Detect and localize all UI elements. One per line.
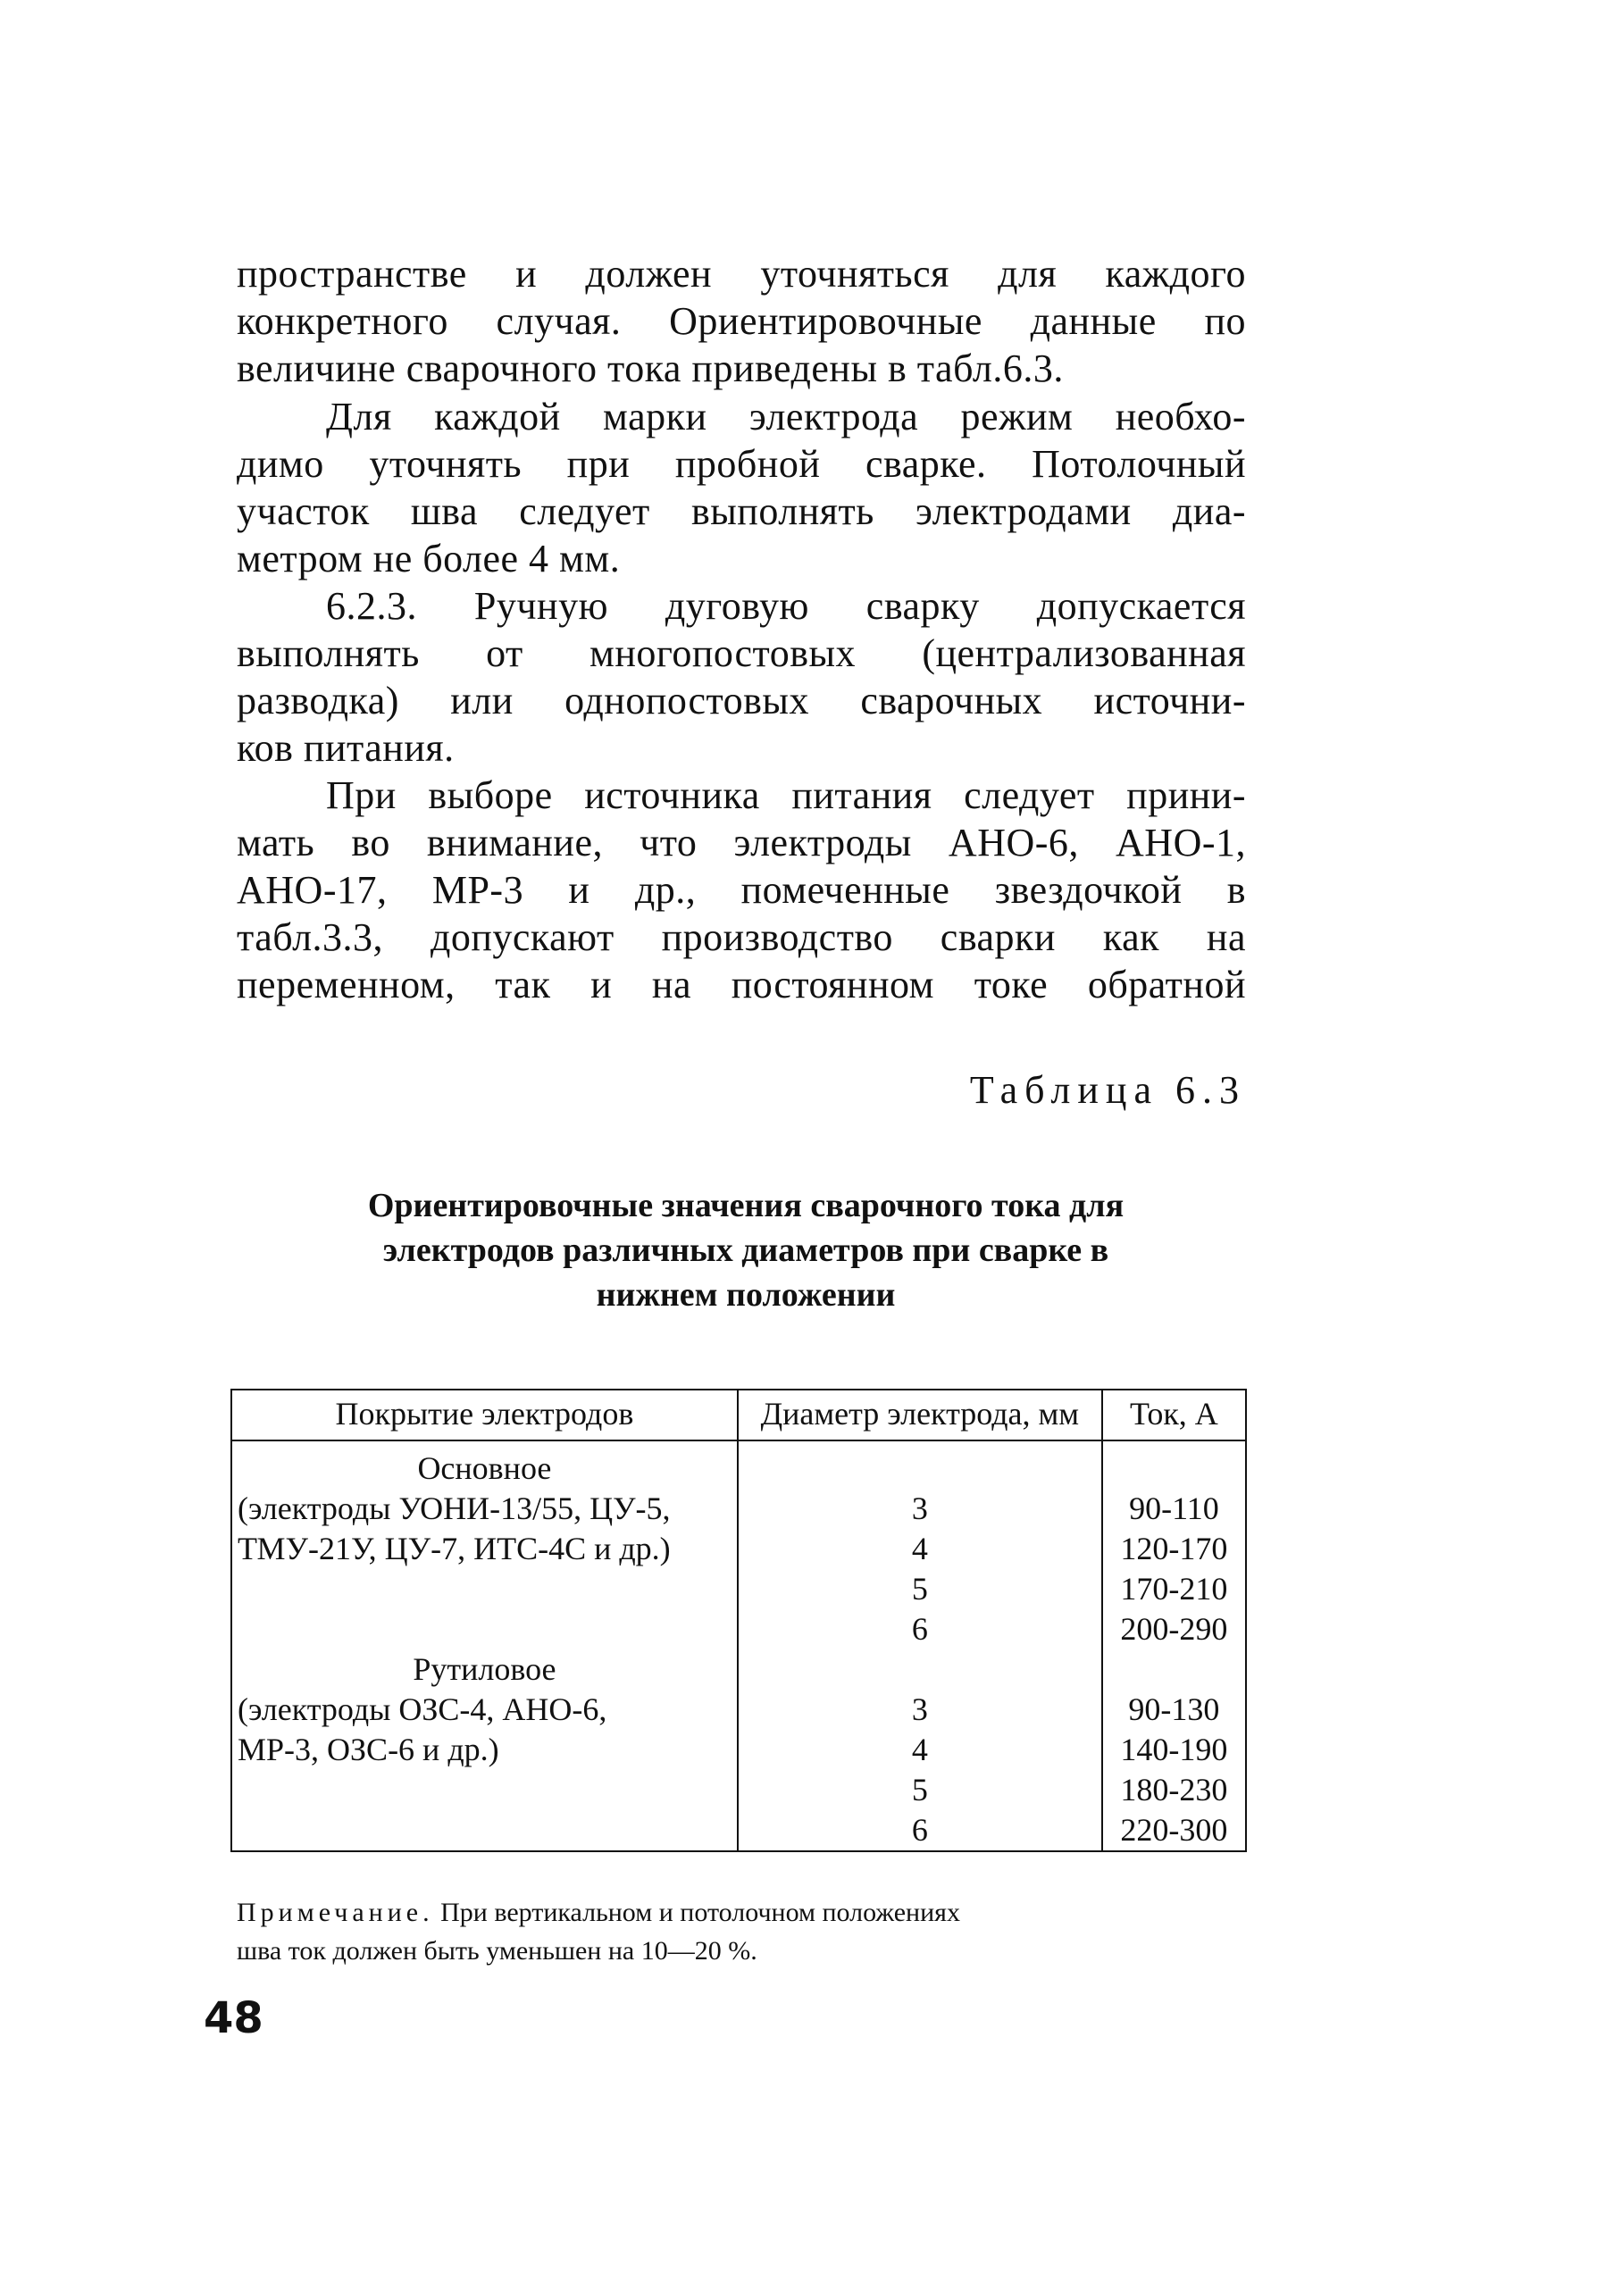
cell-current: 90-130	[1102, 1690, 1246, 1730]
cell-current	[1102, 1649, 1246, 1690]
cell-diameter	[738, 1649, 1102, 1690]
cell-coating: (электроды УОНИ-13/55, ЦУ-5,	[231, 1489, 738, 1529]
text-line: АНО-17, МР-3 и др., помеченные звездочкой в	[237, 868, 1246, 912]
note-line	[237, 1893, 1246, 1932]
table-row	[231, 1690, 1246, 1730]
cell-coating: ТМУ-21У, ЦУ-7, ИТС-4С и др.)	[231, 1529, 738, 1569]
text-line: Для каждой марки электрода режим необхо-	[326, 395, 1246, 438]
cell-diameter: 5	[738, 1770, 1102, 1810]
cell-coating	[231, 1569, 738, 1609]
cell-coating	[231, 1609, 738, 1649]
header-coating: Покрытие электродов	[231, 1390, 738, 1440]
table-row	[231, 1730, 1246, 1770]
cell-coating	[231, 1810, 738, 1851]
paragraph-2	[237, 393, 1246, 582]
cell-diameter	[738, 1440, 1102, 1489]
cell-coating: (электроды ОЗС-4, АНО-6,	[231, 1690, 738, 1730]
cell-coating	[231, 1770, 738, 1810]
text-line: метром не более 4 мм.	[237, 537, 621, 580]
cell-diameter: 4	[738, 1529, 1102, 1569]
table-title-line: Ориентировочные значения сварочного тока для	[367, 1187, 1125, 1224]
cell-diameter: 3	[738, 1489, 1102, 1529]
text-line: 6.2.3. Ручную дуговую сварку допускается	[326, 584, 1246, 628]
paragraph-3	[237, 582, 1246, 772]
cell-diameter: 4	[738, 1730, 1102, 1770]
cell-coating: Основное	[231, 1440, 738, 1489]
table-title-line: нижнем положении	[596, 1276, 896, 1314]
cell-current: 170-210	[1102, 1569, 1246, 1609]
text-line: димо уточнять при пробной сварке. Потолочный	[237, 442, 1246, 486]
text-line: ков питания.	[237, 726, 455, 770]
table-row	[231, 1609, 1246, 1649]
header-diameter: Диаметр электрода, мм	[738, 1390, 1102, 1440]
cell-current: 140-190	[1102, 1730, 1246, 1770]
text-line: табл.3.3, допускают производство сварки как на	[237, 915, 1246, 959]
note-text: При вертикальном и потолочном положениях	[440, 1898, 960, 1927]
table-row	[231, 1569, 1246, 1609]
table-title	[259, 1183, 1233, 1317]
cell-current: 120-170	[1102, 1529, 1246, 1569]
table-label: Таблица 6.3	[969, 1068, 1246, 1112]
cell-coating: МР-3, ОЗС-6 и др.)	[231, 1730, 738, 1770]
cell-coating: Рутиловое	[231, 1649, 738, 1690]
text-line: мать во внимание, что электроды АНО-6, АНО-1,	[237, 821, 1246, 864]
page-number: 48	[204, 1993, 263, 2043]
cell-diameter: 6	[738, 1810, 1102, 1851]
text-line: величине сварочного тока приведены в табл.6.3.	[237, 346, 1064, 390]
paragraph-1	[237, 250, 1246, 392]
table-row	[231, 1529, 1246, 1569]
text-line: конкретного случая. Ориентировочные данные по	[237, 299, 1246, 343]
table-row	[231, 1489, 1246, 1529]
table-row	[231, 1810, 1246, 1851]
text-line: разводка) или однопостовых сварочных источни-	[237, 679, 1246, 722]
cell-diameter: 3	[738, 1690, 1102, 1730]
note-label: Примечание.	[237, 1898, 434, 1927]
text-line: пространстве и должен уточняться для каждого	[237, 252, 1246, 296]
cell-diameter: 6	[738, 1609, 1102, 1649]
cell-diameter: 5	[738, 1569, 1102, 1609]
paragraph-4	[237, 772, 1246, 1008]
cell-current: 90-110	[1102, 1489, 1246, 1529]
header-current: Ток, А	[1102, 1390, 1246, 1440]
text-line: При выборе источника питания следует прини-	[326, 773, 1246, 817]
text-line: переменном, так и на постоянном токе обратной	[237, 963, 1246, 1006]
table-title-line: электродов различных диаметров при сварке в	[382, 1231, 1109, 1269]
table-note	[237, 1893, 1246, 1970]
note-line: шва ток должен быть уменьшен на 10—20 %.	[237, 1936, 757, 1966]
welding-current-table	[230, 1389, 1247, 1852]
text-line: выполнять от многопостовых (централизованная	[237, 631, 1246, 675]
table-row	[231, 1440, 1246, 1489]
table-header-row	[231, 1390, 1246, 1440]
table-row	[231, 1649, 1246, 1690]
table-row	[231, 1770, 1246, 1810]
text-line: участок шва следует выполнять электродами диа-	[237, 489, 1246, 533]
cell-current: 220-300	[1102, 1810, 1246, 1851]
cell-current: 200-290	[1102, 1609, 1246, 1649]
cell-current: 180-230	[1102, 1770, 1246, 1810]
cell-current	[1102, 1440, 1246, 1489]
